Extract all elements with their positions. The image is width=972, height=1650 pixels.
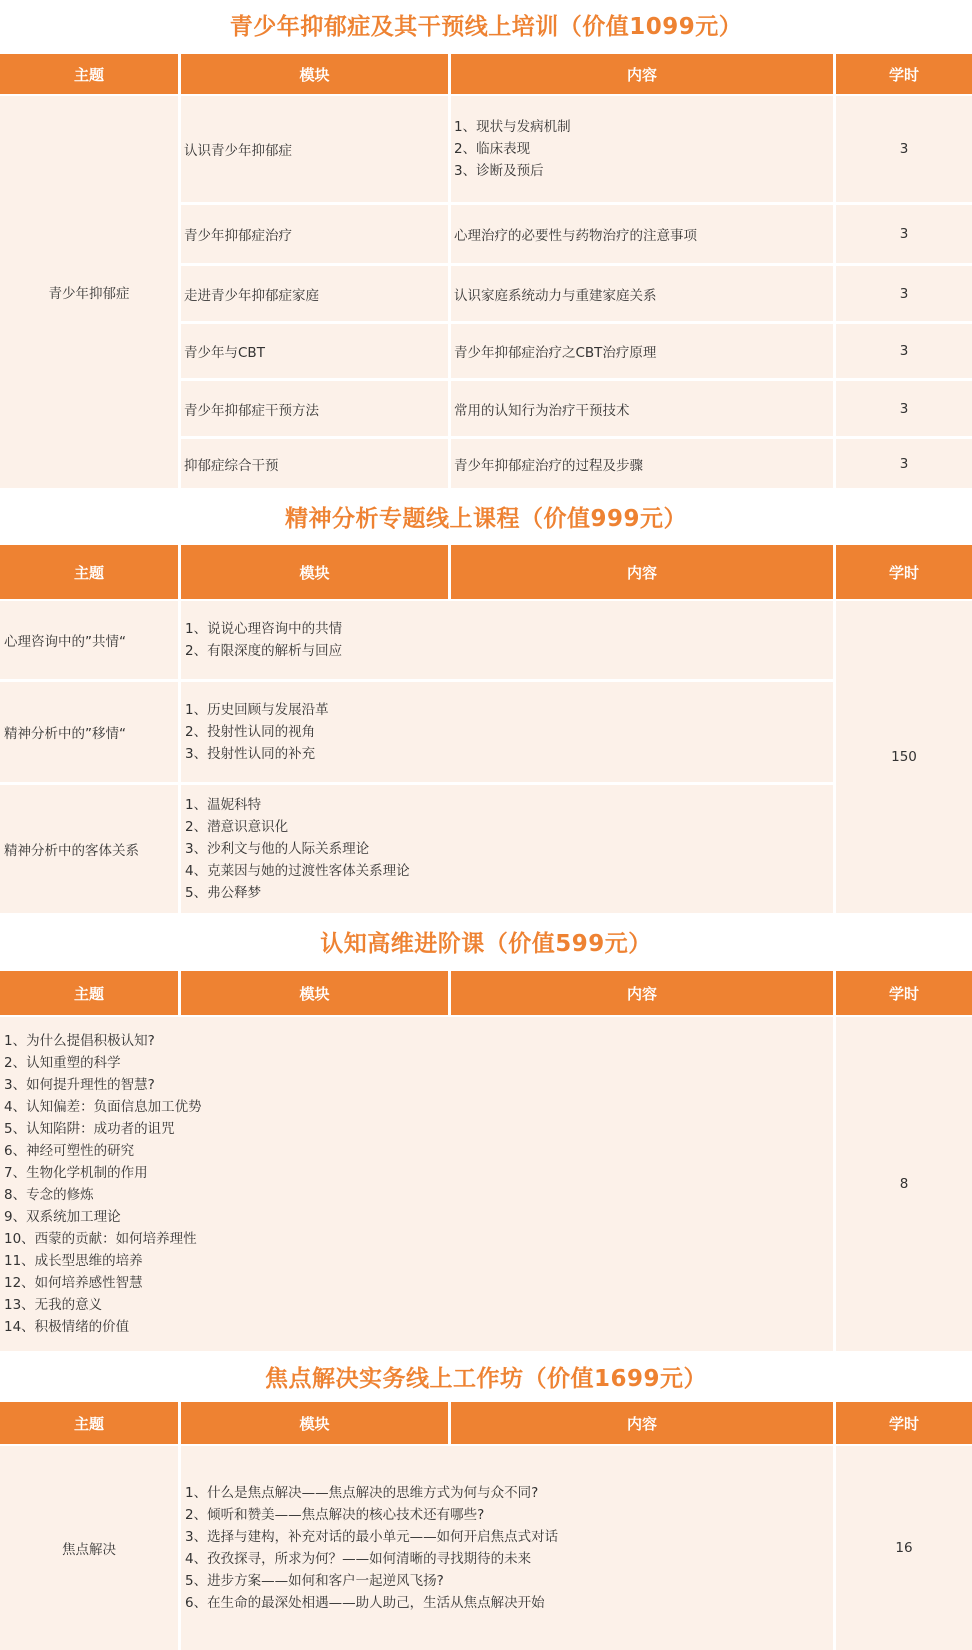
section4-hours: 16	[895, 1540, 913, 1556]
header-theme: 主题	[0, 971, 178, 1015]
section2-hours: 150	[891, 749, 917, 765]
section3-item: 13、无我的意义	[4, 1297, 103, 1313]
section2-item: 3、投射性认同的补充	[185, 746, 316, 762]
section2-item: 3、沙利文与他的人际关系理论	[185, 841, 370, 857]
header-module: 模块	[181, 545, 448, 599]
section2-item: 4、克莱因与她的过渡性客体关系理论	[185, 863, 410, 879]
section1-theme: 青少年抑郁症	[48, 286, 130, 302]
section1-hours-cell	[836, 205, 972, 263]
section1-module: 青少年抑郁症治疗	[184, 228, 292, 244]
header-hours: 学时	[836, 1402, 972, 1444]
section1-module: 青少年与CBT	[184, 345, 265, 361]
section3-hours: 8	[899, 1176, 909, 1192]
section3-items-cell	[0, 1017, 833, 1351]
section3-item: 3、如何提升理性的智慧?	[4, 1077, 155, 1093]
section1-content-line: 1、现状与发病机制	[454, 119, 571, 135]
section2-item: 1、温妮科特	[185, 797, 262, 813]
section1-hours: 3	[899, 141, 909, 157]
section2-item: 2、有限深度的解析与回应	[185, 643, 343, 659]
section1-hours-cell	[836, 381, 972, 436]
section3-item: 4、认知偏差：负面信息加工优势	[4, 1099, 202, 1115]
section1-content-cell	[451, 205, 833, 263]
section1-content-line: 常用的认知行为治疗干预技术	[454, 402, 630, 419]
section3-item: 2、认知重塑的科学	[4, 1055, 121, 1071]
section4-item: 1、什么是焦点解决——焦点解决的思维方式为何与众不同?	[185, 1485, 539, 1501]
section2-theme: 心理咨询中的”共情“	[4, 634, 126, 650]
section4-theme-cell	[0, 1446, 178, 1650]
section1-content-cell	[451, 439, 833, 488]
section1-module-cell	[181, 439, 448, 488]
section4-items-cell	[181, 1446, 833, 1650]
header-hours: 学时	[836, 54, 972, 94]
section2-theme-cell	[0, 785, 178, 913]
section3-item: 8、专念的修炼	[4, 1187, 94, 1203]
section1-module-cell	[181, 96, 448, 202]
section1-hours: 3	[899, 400, 909, 417]
section2-theme: 精神分析中的”移情“	[4, 726, 126, 742]
section1-hours: 3	[899, 343, 909, 359]
section3-title: 认知高维进阶课（价值599元）	[320, 931, 652, 957]
section4-hours-cell	[836, 1446, 972, 1650]
section1-hours: 3	[899, 285, 909, 302]
section2-item: 1、说说心理咨询中的共情	[185, 621, 343, 637]
section1-content-cell	[451, 324, 833, 378]
section2-item: 2、投射性认同的视角	[185, 724, 316, 740]
section4-item: 3、选择与建构，补充对话的最小单元——如何开启焦点式对话	[185, 1529, 559, 1545]
section1-content-cell	[451, 266, 833, 321]
section4-item: 6、在生命的最深处相遇——助人助己，生活从焦点解决开始	[185, 1595, 545, 1611]
section1-hours-cell	[836, 96, 972, 202]
header-hours: 学时	[836, 545, 972, 599]
section4-title: 焦点解决实务线上工作坊（价值1699元）	[264, 1366, 707, 1392]
section1-hours: 3	[899, 226, 909, 242]
section2-title: 精神分析专题线上课程（价值999元）	[284, 506, 687, 532]
section1-hours-cell	[836, 266, 972, 321]
section1-content-line: 青少年抑郁症治疗之CBT治疗原理	[454, 345, 657, 361]
section3-item: 14、积极情绪的价值	[4, 1319, 130, 1335]
section3-item: 6、神经可塑性的研究	[4, 1143, 135, 1159]
section2-theme-cell	[0, 682, 178, 782]
section1-module: 走进青少年抑郁症家庭	[184, 287, 319, 304]
header-hours: 学时	[836, 971, 972, 1015]
section3-item: 9、双系统加工理论	[4, 1209, 121, 1225]
section1-content-line: 2、临床表现	[454, 141, 531, 157]
section4-item: 2、倾听和赞美——焦点解决的核心技术还有哪些?	[185, 1507, 485, 1523]
section4-theme: 焦点解决	[62, 1542, 116, 1558]
section2-items-cell	[181, 785, 833, 913]
header-content: 内容	[451, 971, 833, 1015]
section3-item: 5、认知陷阱：成功者的诅咒	[4, 1121, 175, 1137]
section1-content-line: 3、诊断及预后	[454, 163, 544, 179]
section1-hours-cell	[836, 324, 972, 378]
section2-item: 2、潜意识意识化	[185, 819, 289, 835]
header-module: 模块	[181, 54, 448, 94]
section1-module-cell	[181, 266, 448, 321]
section4-item: 4、孜孜探寻，所求为何？——如何清晰的寻找期待的未来	[185, 1551, 532, 1567]
section3-item: 7、生物化学机制的作用	[4, 1165, 148, 1181]
section2-item: 5、弗公释梦	[185, 885, 262, 901]
header-theme: 主题	[0, 54, 178, 94]
header-theme: 主题	[0, 545, 178, 599]
section2-item: 1、历史回顾与发展沿革	[185, 702, 329, 718]
section4-item: 5、进步方案——如何和客户一起逆风飞扬?	[185, 1573, 444, 1589]
section3-item: 11、成长型思维的培养	[4, 1253, 143, 1269]
section2-hours-cell	[836, 601, 972, 913]
header-module: 模块	[181, 1402, 448, 1444]
header-theme: 主题	[0, 1402, 178, 1444]
section3-item: 12、如何培养感性智慧	[4, 1275, 143, 1291]
header-content: 内容	[451, 1402, 833, 1444]
section1-content-line: 青少年抑郁症治疗的过程及步骤	[454, 457, 643, 474]
section2-items-cell	[181, 682, 833, 782]
header-module: 模块	[181, 971, 448, 1015]
section1-module: 青少年抑郁症干预方法	[184, 402, 319, 419]
section1-content-cell	[451, 96, 833, 202]
section3-hours-cell	[836, 1017, 972, 1351]
section2-theme-cell	[0, 601, 178, 679]
section1-content-line: 认识家庭系统动力与重建家庭关系	[454, 287, 657, 304]
section1-content-line: 心理治疗的必要性与药物治疗的注意事项	[454, 228, 697, 244]
section1-module-cell	[181, 205, 448, 263]
section1-content-cell	[451, 381, 833, 436]
section1-theme-cell	[0, 96, 178, 488]
section1-hours-cell	[836, 439, 972, 488]
section1-title: 青少年抑郁症及其干预线上培训（价值1099元）	[229, 14, 743, 40]
header-content: 内容	[451, 54, 833, 94]
header-content: 内容	[451, 545, 833, 599]
section1-module-cell	[181, 381, 448, 436]
section1-module: 抑郁症综合干预	[184, 457, 279, 474]
section1-module-cell	[181, 324, 448, 378]
section1-module: 认识青少年抑郁症	[184, 143, 292, 159]
section3-item: 1、为什么提倡积极认知?	[4, 1033, 155, 1049]
section3-item: 10、西蒙的贡献：如何培养理性	[4, 1231, 197, 1247]
section2-items-cell	[181, 601, 833, 679]
section1-hours: 3	[899, 455, 909, 472]
section2-theme: 精神分析中的客体关系	[4, 843, 139, 859]
